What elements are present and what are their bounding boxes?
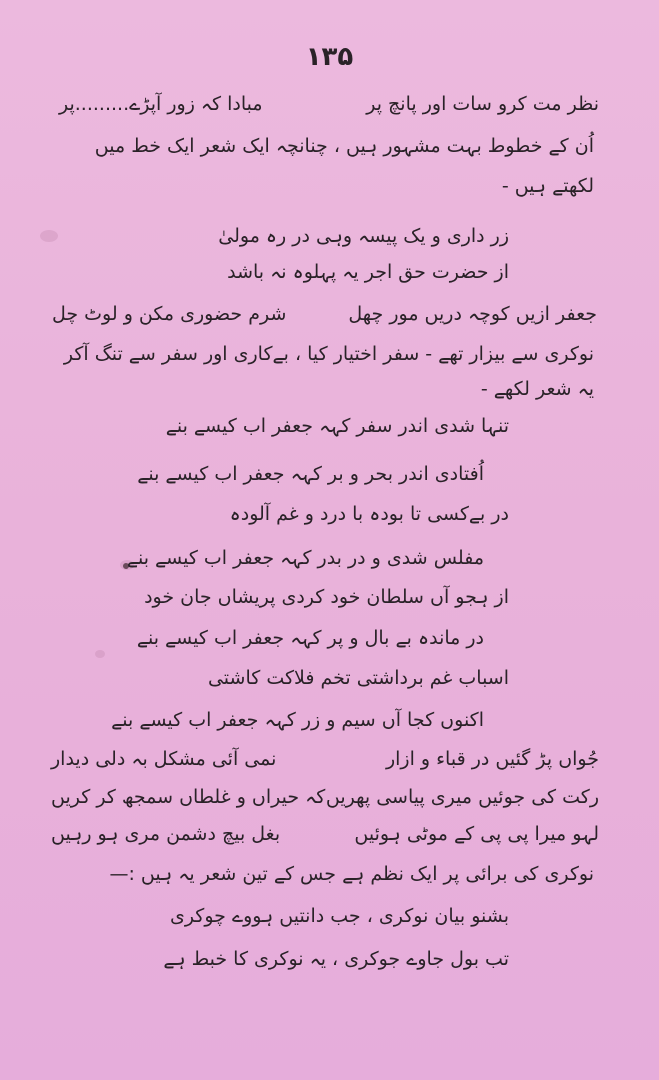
jafar-couplet — [52, 300, 597, 328]
prose-line: لکھتے ہیں - — [501, 175, 594, 197]
couplet-second-half: کہ حیراں و غلطاں سمجھ کر کریں — [51, 786, 326, 808]
paper-stain — [40, 230, 58, 242]
couplet-first-half: جعفر ازیں کوچہ دریں مور چھل — [348, 303, 597, 325]
couplet-first-half: جُواں پڑ گئیں در قباء و ازار — [385, 748, 599, 770]
verse-line: تب بول جاوے جوکری ، یہ نوکری کا خبط ہے — [163, 948, 509, 970]
couplet-first-half: لہو میرا پی پی کے موٹی ہوئیں — [354, 823, 599, 845]
verse-line: اُفتادی اندر بحر و بر کہہ جعفر اب کیسے بنے — [137, 463, 484, 485]
couplet-second-half: مبادا کہ زور آپڑے.........پر — [59, 93, 263, 115]
couplet-second-half: شرم حضوری مکن و لوٹ چل — [52, 303, 287, 325]
verse-line: اکنوں کجا آں سیم و زر کہہ جعفر اب کیسے بنے — [111, 709, 484, 731]
page-number: ۱۳۵ — [305, 42, 354, 72]
lice-couplet — [51, 745, 599, 773]
prose-line: نوکری کی برائی پر ایک نظم ہے جس کے تین شعر یہ ہیں :— — [109, 863, 594, 885]
verse-line: اسباب غم برداشتی تخم فلاکت کاشتی — [207, 667, 509, 689]
opening-couplet — [59, 90, 599, 118]
couplet-first-half: رکت کی جوئیں میری پیاسی پھریں — [325, 786, 599, 808]
couplet-first-half: نظر مت کرو سات اور پانچ پر — [366, 93, 599, 115]
verse-line: در ماندہ بے بال و پر کہہ جعفر اب کیسے بنے — [136, 627, 484, 649]
verse-line: تنہا شدی اندر سفر کہہ جعفر اب کیسے بنے — [165, 415, 509, 437]
prose-line: نوکری سے بیزار تھے - سفر اختیار کیا ، بےکاری اور سفر سے تنگ آکر — [63, 343, 594, 365]
paper-stain — [95, 650, 105, 658]
lice-couplet — [51, 820, 599, 848]
couplet-second-half: نمی آئی مشکل بہ دلی دیدار — [51, 748, 277, 770]
prose-line: یہ شعر لکھے - — [480, 378, 594, 400]
verse-line: در بےکسی تا بودہ با درد و غم آلودہ — [229, 503, 509, 525]
couplet-second-half: بغل بیچ دشمن مری ہو رہیں — [51, 823, 281, 845]
verse-line: زر داری و یک پیسہ وہی در رہ مولیٰ — [218, 225, 509, 247]
verse-line: از ہجو آں سلطان خود کردی پریشاں جان خود — [144, 586, 509, 608]
verse-line: از حضرت حق اجر یہ پہلوہ نہ باشد — [227, 261, 509, 283]
verse-line: بشنو بیان نوکری ، جب دانتیں ہووے چوکری — [169, 905, 509, 927]
lice-couplet — [51, 783, 599, 811]
prose-line: اُن کے خطوط بہت مشہور ہیں ، چنانچہ ایک شعر ایک خط میں — [94, 135, 594, 157]
verse-line: مفلس شدی و در بدر کہہ جعفر اب کیسے بنے — [126, 547, 484, 569]
